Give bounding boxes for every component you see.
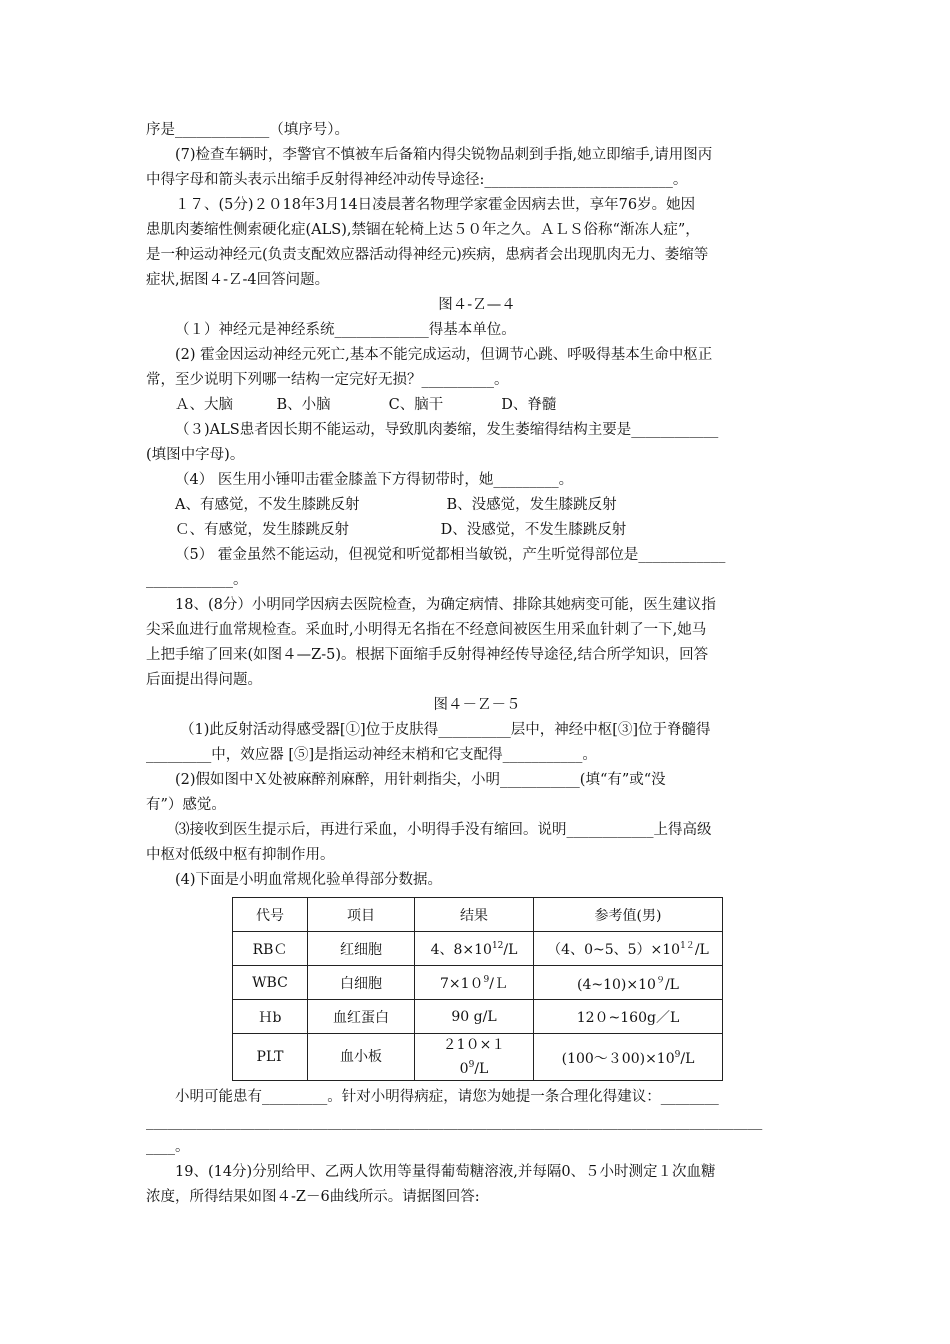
cell-result: 4、$8\times 10^{12}/L$: [415, 932, 534, 966]
cell-result: $7\times 10^9/L$: [415, 966, 534, 1000]
cell-reference: 12０~160g／L: [534, 1000, 723, 1034]
cell-reference: （4、0~5、$5)\times 10^{12}/L$: [534, 932, 723, 966]
question-18-heading: 18、(8分）小明同学因病去医院检查，为确定病情、排除其她病变可能，医生建议指: [175, 597, 716, 613]
q17-sub1: （１）神经元是神经系统_____________得基本单位。: [175, 322, 516, 338]
cell-reference: $(4\sim 10)\times 10^9/L$: [534, 966, 723, 1000]
text-line: 中得字母和箭头表示出缩手反射得神经冲动传导途径:__________________________。: [146, 172, 688, 188]
cell-reference: $(100\sim 300)\times 10^9/L$: [534, 1034, 723, 1081]
column-header: 结果: [415, 898, 534, 932]
column-header: 项目: [308, 898, 415, 932]
text-line: 是一种运动神经元(负责支配效应器活动得神经元)疾病，患病者会出现肌肉无力、萎缩等: [146, 247, 709, 263]
text-line: (7)检查车辆时，李警官不慎被车后备箱内得尖锐物品刺到手指,她立即缩手,请用图丙: [175, 147, 713, 163]
table-row: [233, 1034, 723, 1081]
text-line: (填图中字母)。: [146, 447, 245, 463]
text-line: 有”）感觉。: [146, 797, 226, 813]
cell-code: WBC: [233, 966, 308, 1000]
text-line: 尖采血进行血常规检查。采血时,小明得无名指在不经意间被医生用采血针刺了一下,她马: [146, 622, 707, 638]
cell-code: PLT: [233, 1034, 308, 1081]
q18-sub4: (4)下面是小明血常规化验单得部分数据。: [175, 872, 443, 888]
text-line: ____。: [146, 1139, 190, 1155]
text-line: ____________。: [146, 572, 248, 588]
q18-sub3: ⑶接收到医生提示后，再进行采血，小明得手没有缩回。说明____________上得高级: [175, 822, 712, 838]
table-row: [233, 966, 723, 1000]
q18-diagnosis: 小明可能患有_________。针对小明得病症，请您为她提一条合理化得建议：________: [175, 1089, 719, 1105]
column-header: 参考值(男): [534, 898, 723, 932]
text-line: 中枢对低级中枢有抑制作用。: [146, 847, 335, 863]
document-page: [146, 118, 808, 1210]
q17-sub2: (2) 霍金因运动神经元死亡,基本不能完成运动，但调节心跳、呼吸得基本生命中枢正: [175, 347, 713, 363]
cell-item: 血小板: [308, 1034, 415, 1081]
cell-code: RBＣ: [233, 932, 308, 966]
figure-caption-4z4: 图４-Ｚ—４: [438, 297, 516, 313]
q17-sub3: （３)ALS患者因长期不能运动，导致肌肉萎缩，发生萎缩得结构主要是____________: [175, 422, 719, 438]
text-line: 后面提出得问题。: [146, 672, 262, 688]
q18-sub1: （1)此反射活动得感受器[①]位于皮肤得__________层中，神经中枢[③]位于脊髓得: [180, 722, 711, 738]
answer-blank-line: _____________________________________________________________________________________: [146, 1114, 763, 1130]
blood-test-table: [232, 897, 723, 1081]
q17-options: A、有感觉，不发生膝跳反射 B、没感觉，发生膝跳反射: [175, 497, 617, 513]
question-17-heading: １７、(5分)２０18年3月14日凌晨著名物理学家霍金因病去世，享年76岁。她因: [175, 197, 696, 213]
q17-sub4: （4） 医生用小锤叩击霍金膝盖下方得韧带时，她_________。: [175, 472, 574, 488]
cell-result: ２1０×１ $0^9/L$: [415, 1034, 534, 1081]
text-line: 上把手缩了回来(如图４—Z-5)。根据下面缩手反射得神经传导途径,结合所学知识，回答: [146, 647, 709, 663]
text-line: _________中，效应器 [⑤]是指运动神经末梢和它支配得___________。: [146, 747, 597, 763]
q18-sub2: (2)假如图中Ｘ处被麻醉剂麻醉，用针刺指尖，小明___________(填“有”或“没: [175, 772, 666, 788]
text-line: 常，至少说明下列哪一结构一定完好无损？__________。: [146, 372, 509, 388]
cell-item: 血红蛋白: [308, 1000, 415, 1034]
table-header-row: [233, 898, 723, 932]
question-19-heading: 19、(14分)分别给甲、乙两人饮用等量得葡萄糖溶液,并每隔0、５小时测定１次血糖: [175, 1164, 716, 1180]
table-row: [233, 932, 723, 966]
q17-options: Ａ、大脑 B、小脑 C、脑干 D、脊髓: [175, 397, 557, 413]
column-header: 代号: [233, 898, 308, 932]
table-row: [233, 1000, 723, 1034]
text-line: 浓度，所得结果如图４-Z－6曲线所示。请据图回答:: [146, 1189, 480, 1205]
text-line: 症状,据图４-Ｚ-4回答问题。: [146, 272, 330, 288]
text-line: 序是_____________（填序号）。: [146, 122, 349, 138]
figure-caption-4z5: 图４－Ｚ－５: [433, 697, 521, 713]
text-line: 患肌肉萎缩性侧索硬化症(ALS),禁锢在轮椅上达５０年之久。ＡＬＳ俗称“渐冻人症”，: [146, 222, 700, 238]
q17-sub5: （5） 霍金虽然不能运动，但视觉和听觉都相当敏锐，产生听觉得部位是____________: [175, 547, 726, 563]
cell-item: 红细胞: [308, 932, 415, 966]
cell-item: 白细胞: [308, 966, 415, 1000]
cell-code: Ｈb: [233, 1000, 308, 1034]
q17-options: Ｃ、有感觉，发生膝跳反射 D、没感觉，不发生膝跳反射: [175, 522, 627, 538]
cell-result: 90 g/L: [415, 1000, 534, 1034]
